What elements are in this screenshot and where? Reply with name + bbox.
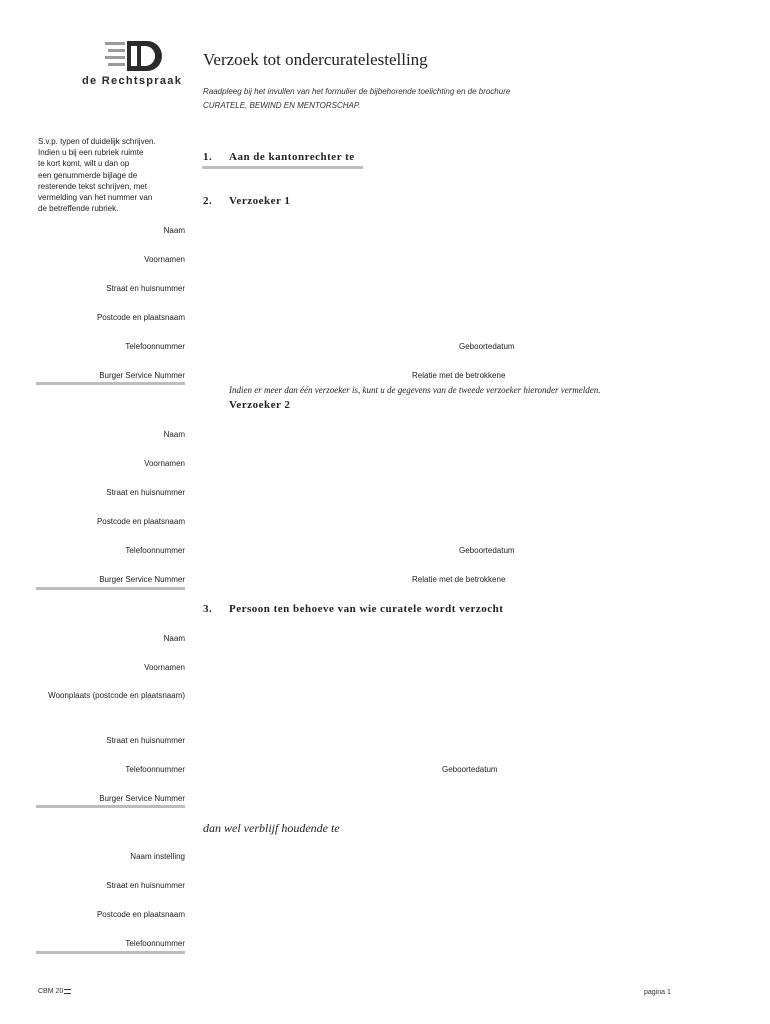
footer-code-text: CBM 20 [38,988,64,995]
field-label-bsn: Burger Service Nummer [99,794,185,803]
field-label-voornamen: Voornamen [144,459,185,468]
section-divider [36,587,185,590]
field-label-geboortedatum: Geboortedatum [459,342,515,351]
field-label-relatie: Relatie met de betrokkene [412,575,506,584]
note-line: de betreffende rubriek. [38,204,119,214]
footer-code-mark [64,989,71,994]
note-line: te kort komt, wilt u dan op [38,159,130,169]
field-label-postcode: Postcode en plaatsnaam [96,517,185,526]
field-label-bsn: Burger Service Nummer [99,575,185,584]
rechtspraak-logo-icon [105,40,165,72]
field-label-voornamen: Voornamen [144,255,185,264]
section-divider [36,805,185,808]
section-title: Persoon ten behoeve van wie curatele wordt verzocht [229,603,504,615]
footer-code [38,988,71,995]
section-1-underline [202,166,363,169]
field-label-geboortedatum: Geboortedatum [442,765,498,774]
page-title: Verzoek tot ondercuratelestelling [203,50,428,69]
field-label-naam: Naam [163,226,185,235]
field-label-postcode: Postcode en plaatsnaam [96,910,185,919]
field-label-naam-instelling: Naam instelling [130,852,185,861]
note-line: vermelding van het nummer van [38,193,153,203]
field-label-telefoon: Telefoonnummer [125,342,185,351]
field-label-relatie: Relatie met de betrokkene [412,371,506,380]
note-line: resterende tekst schrijven, met [38,181,147,191]
field-label-telefoon: Telefoonnummer [125,546,185,555]
field-label-naam: Naam [163,634,185,643]
field-label-straat: Straat en huisnummer [106,284,185,293]
section-number: 2. [203,195,213,207]
field-label-straat: Straat en huisnummer [106,881,185,890]
section-number: 3. [203,603,213,615]
section-number: 1. [203,151,213,163]
field-label-voornamen: Voornamen [144,663,185,672]
section-title: Aan de kantonrechter te [229,151,355,163]
section-divider [36,951,185,954]
field-label-straat: Straat en huisnummer [106,488,185,497]
field-label-naam: Naam [163,430,185,439]
second-requester-note: Indien er meer dan één verzoeker is, kunt u de gegevens van de tweede verzoeker hieronder vermelden. [229,385,601,395]
field-label-bsn: Burger Service Nummer [99,371,185,380]
note-line: Indien u bij een rubriek ruimte [38,148,144,158]
section-2-heading [203,195,290,207]
alt-residence-heading: dan wel verblijf houdende te [203,821,340,835]
section-title: Verzoeker 1 [229,195,291,207]
field-label-telefoon: Telefoonnummer [125,939,185,948]
section-3-heading [203,603,503,615]
logo [105,40,165,72]
note-line: een genummerde bijlage de [38,170,138,180]
brand-name: de Rechtspraak [82,75,183,87]
sidebar-note [38,136,156,214]
page-number: pagina 1 [644,989,671,996]
note-line: S.v.p. typen of duidelijk schrijven. [38,137,156,146]
field-label-straat: Straat en huisnummer [106,736,185,745]
field-label-telefoon: Telefoonnummer [125,765,185,774]
requester-2-heading: Verzoeker 2 [229,399,291,411]
field-label-woonplaats: Woonplaats (postcode en plaatsnaam) [48,691,185,700]
subtitle-line-1: Raadpleeg bij het invullen van het formulier de bijbehorende toelichting en de brochure [203,87,511,96]
subtitle-line-2: CURATELE, BEWIND EN MENTORSCHAP. [203,101,361,110]
field-label-geboortedatum: Geboortedatum [459,546,515,555]
field-label-postcode: Postcode en plaatsnaam [96,313,185,322]
section-divider [36,382,185,385]
section-1-heading [203,151,355,163]
